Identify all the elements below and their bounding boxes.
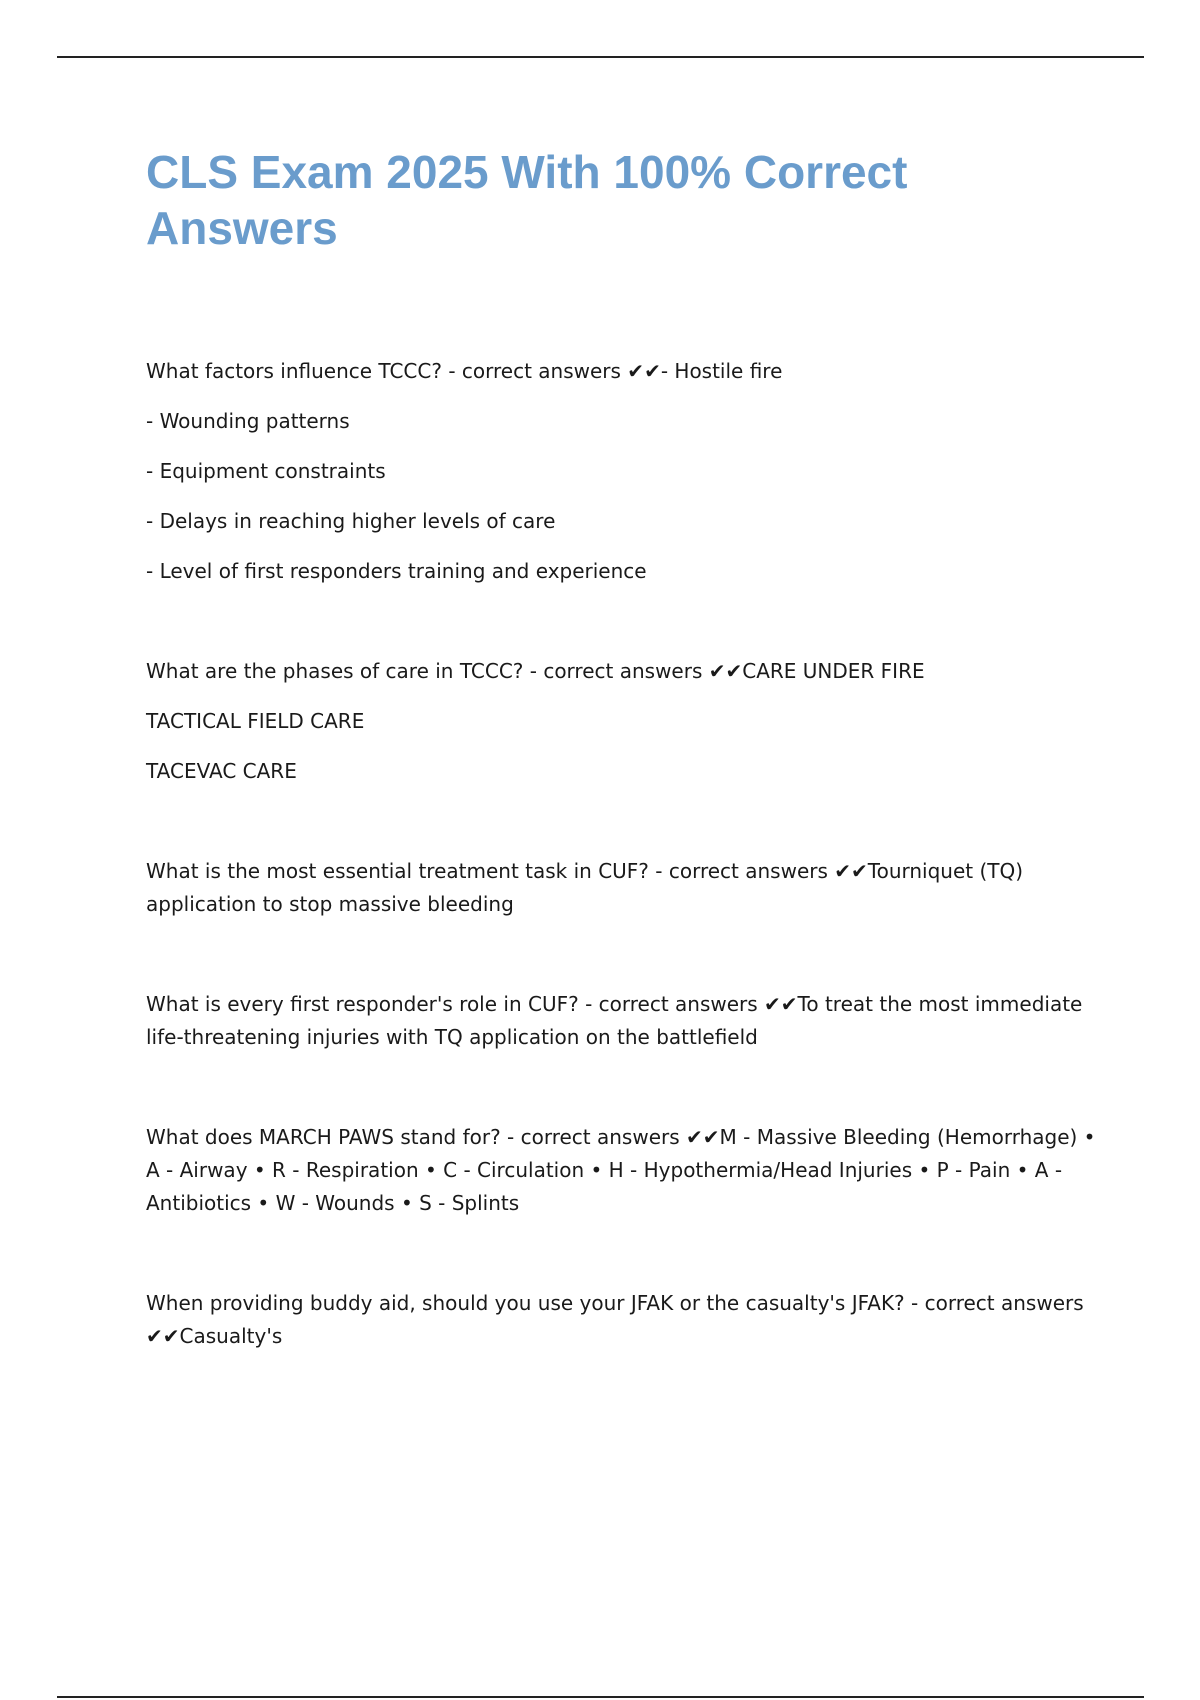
- top-rule: [57, 56, 1144, 58]
- question-text: What are the phases of care in TCCC? - correct answers ✔✔CARE UNDER FIRE: [146, 659, 925, 683]
- answer-line: TACTICAL FIELD CARE: [146, 709, 365, 733]
- qa-item-march-paws: [146, 1121, 1096, 1220]
- qa-item-factors: [146, 355, 1096, 588]
- qa-list: [146, 355, 1096, 1420]
- question-text: What factors influence TCCC? - correct answers ✔✔- Hostile fire: [146, 359, 783, 383]
- document-title: CLS Exam 2025 With 100% Correct Answers: [146, 146, 908, 254]
- answer-line: - Level of first responders training and experience: [146, 559, 647, 583]
- qa-item-essential-task: [146, 855, 1096, 921]
- question-text: What does MARCH PAWS stand for? - correct answers ✔✔M - Massive Bleeding (Hemorrhage) • A - Airway • R - Respiration • C - Circulation • H - Hypothermia/Head Injuries • P - Pain • A - Antibiotics • W - Wounds • S - Splints: [146, 1125, 1096, 1215]
- answer-line: - Wounding patterns: [146, 409, 350, 433]
- answer-line: - Equipment constraints: [146, 459, 386, 483]
- question-text: When providing buddy aid, should you use your JFAK or the casualty's JFAK? - correct answers ✔✔Casualty's: [146, 1291, 1084, 1348]
- bottom-rule: [57, 1696, 1144, 1698]
- question-text: What is the most essential treatment task in CUF? - correct answers ✔✔Tourniquet (TQ) application to stop massive bleeding: [146, 859, 1024, 916]
- qa-item-phases: [146, 655, 1096, 788]
- answer-line: - Delays in reaching higher levels of care: [146, 509, 556, 533]
- answer-line: TACEVAC CARE: [146, 759, 297, 783]
- qa-item-responder-role: [146, 988, 1096, 1054]
- question-text: What is every first responder's role in CUF? - correct answers ✔✔To treat the most immediate life-threatening injuries with TQ application on the battlefield: [146, 992, 1083, 1049]
- qa-item-buddy-aid: [146, 1287, 1096, 1353]
